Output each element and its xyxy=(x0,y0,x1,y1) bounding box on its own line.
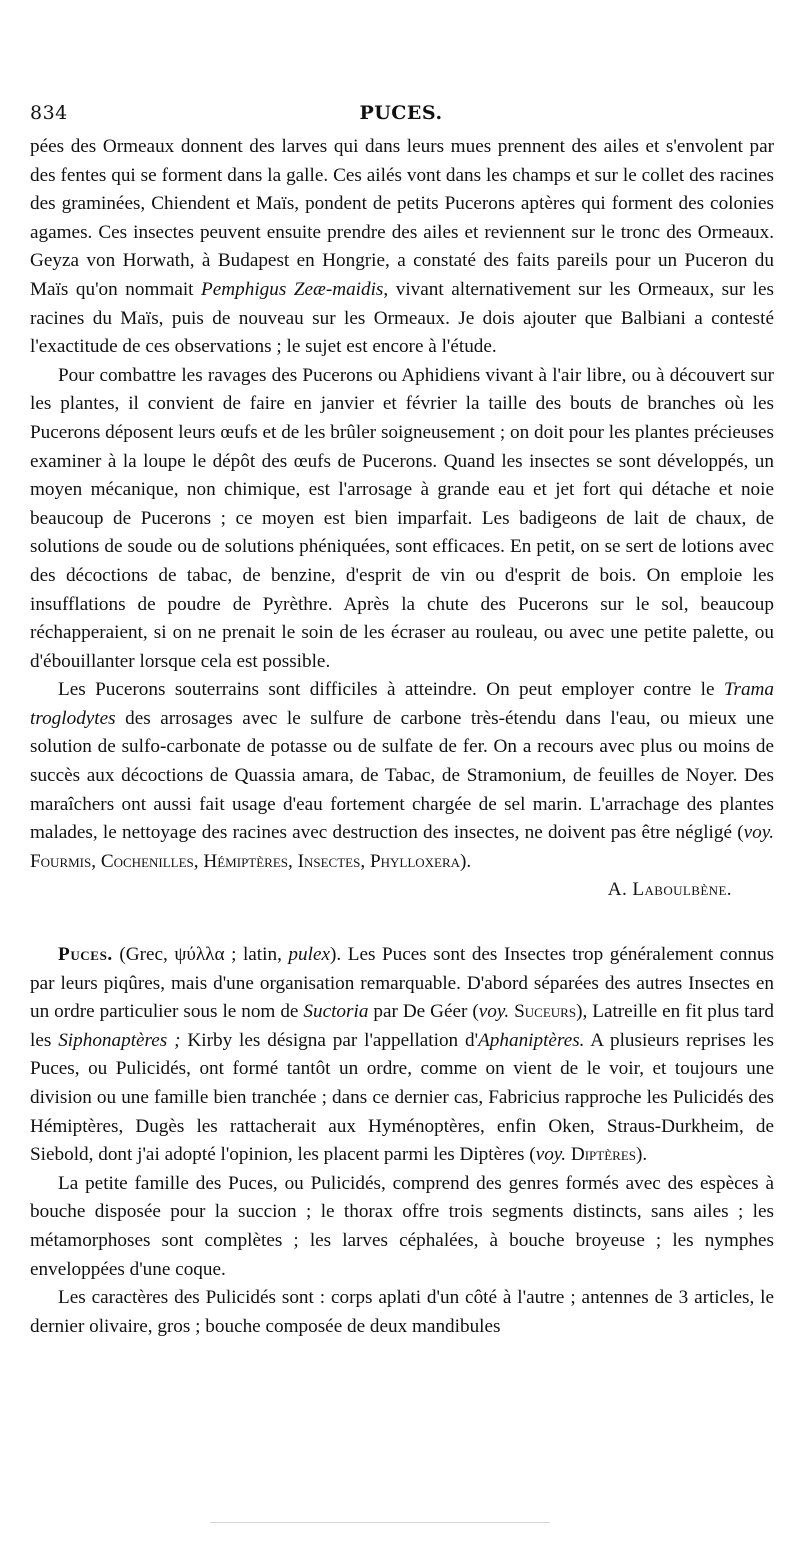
paragraph-underground-aphids xyxy=(30,676,774,876)
text-run: ). xyxy=(460,850,472,872)
text-run: Kirby les désigna par l'appellation d' xyxy=(180,1029,479,1051)
section-gap xyxy=(30,905,774,941)
signature-initial: A. xyxy=(607,879,633,901)
latin-term: Suctoria xyxy=(303,1001,369,1023)
text-run: ), Latreille en fit plus tard les xyxy=(30,1001,774,1051)
paragraph-control-methods: Pour combattre les ravages des Pucerons ou Aphidiens vivant à l'air libre, ou à découvert sur les plantes, il convient de faire en janvier et février la taille des bouts de branches où les Pucerons déposent leurs œufs et de les brûler soigneusement ; on doit pour les plantes précieuses examiner à la loupe le dépôt des œufs de Pucerons. Quand les insectes se sont développés, un moyen mécanique, non chimique, est l'arrosage à grande eau et jet fort qui détache et noie beaucoup de Pucerons ; ce moyen est bien imparfait. Les badigeons de lait de chaux, de solutions de soude ou de solutions phéniquées, sont efficaces. En petit, on se sert de lotions avec des décoctions de tabac, de benzine, d'esprit de vin ou d'esprit de bois. On emploie les insufflations de poudre de Pyrèthre. Après la chute des Pucerons sur le sol, beaucoup réchapperaient, si on ne prenait le soin de les écraser au rouleau, ou avec une petite palette, ou d'ébouillanter lorsque cela est possible. xyxy=(30,364,774,672)
latin-term: Aphaniptères. xyxy=(478,1029,585,1051)
latin-term: pulex xyxy=(288,944,330,966)
entry-puces xyxy=(30,941,774,1170)
text-run: , vivant alternativement sur les Ormeaux, sur les racines du Maïs, puis de nouveau sur les Ormeaux. Je dois ajouter que Balbiani a contesté l'exactitude de ces observations ; le sujet est encore à l'étude. xyxy=(30,278,774,358)
cross-references: Fourmis, Cochenilles, Hémiptères, Insectes, Phylloxera xyxy=(30,850,461,872)
species-name: Pemphigus Zeæ-maidis xyxy=(201,278,384,300)
paragraph-family: La petite famille des Puces, ou Pulicidés, comprend des genres formés avec des espèces à bouche disposée pour la succion ; le thorax offre trois segments distincts, sans ailes ; les métamorphoses sont complètes ; les larves céphalées, à bouche broyeuse ; les nymphes enveloppées d'une coque. xyxy=(30,1172,774,1280)
text-run: ). Les Puces sont des Insectes trop généralement connus par leurs piqûres, mais d'une organisation remarquable. D'abord séparées des autres Insectes en un ordre particulier sous le nom de xyxy=(30,944,774,1023)
signature-name: Laboulbène. xyxy=(632,879,732,901)
paragraph-characters: Les caractères des Pulicidés sont : corps aplati d'un côté à l'autre ; antennes de 3 articles, le dernier olivaire, gros ; bouche composée de deux mandibules xyxy=(30,1287,774,1337)
text-run: Les Pucerons souterrains sont difficiles à atteindre. On peut employer contre le xyxy=(58,679,724,701)
latin-term: Siphonaptères ; xyxy=(58,1029,181,1051)
text-run: ). xyxy=(636,1144,648,1166)
species-name: Trama troglodytes xyxy=(30,679,774,729)
cross-reference: Suceurs xyxy=(509,1001,577,1023)
page-header xyxy=(30,102,772,132)
footer-rule xyxy=(210,1522,550,1523)
text-run: (Grec, ψύλλα ; latin, xyxy=(112,944,289,966)
text-run: A plusieurs reprises les Puces, ou Pulicidés, ont formé tantôt un ordre, comme on vient de le voir, et toujours une division ou une famille bien tranchée ; dans ce dernier cas, Fabricius rapproche les Pulicidés des Hémiptères, Dugès les rattacherait aux Hyménoptères, enfin Oken, Straus-Durkheim, de Siebold, dont j'ai adopté l'opinion, les placent parmi les Diptères ( xyxy=(30,1029,774,1166)
see-also-marker: voy. xyxy=(535,1144,567,1166)
running-head: PUCES. xyxy=(359,102,443,124)
text-run: des arrosages avec le sulfure de carbone très-étendu dans l'eau, ou mieux une solution de sulfo-carbonate de potasse ou de sulfate de fer. On a recours avec plus ou moins de succès aux décoctions de Quassia amara, de Tabac, de Stramonium, de feuilles de Noyer. Des maraîchers ont aussi fait usage d'eau fortement chargée de sel marin. L'arrachage des plantes malades, le nettoyage des racines avec destruction des insectes, ne doivent pas être négligé ( xyxy=(30,707,774,844)
text-run: pées des Ormeaux donnent des larves qui dans leurs mues prennent des ailes et s'envolent par des fentes qui se forment dans la galle. Ces ailés vont dans les champs et sur le collet des racines des graminées, Chiendent et Maïs, pondent de petits Pucerons aptères qui forment des colonies agames. Ces insectes peuvent ensuite prendre des ailes et reviennent sur le tronc des Ormeaux. Geyza von Horwath, à Budapest en Hongrie, a constaté des faits pareils pour un Puceron du Maïs qu'on nommait xyxy=(30,136,774,300)
article-body xyxy=(30,133,774,1341)
paragraph-continued xyxy=(30,133,774,362)
see-also-marker: voy. xyxy=(478,1001,510,1023)
entry-title: Puces. xyxy=(58,944,113,966)
see-also-marker: voy. xyxy=(743,822,774,844)
page-number: 834 xyxy=(30,102,68,124)
text-run: par De Géer ( xyxy=(368,1001,479,1023)
author-signature xyxy=(30,876,774,905)
cross-reference: Diptères xyxy=(566,1144,636,1166)
